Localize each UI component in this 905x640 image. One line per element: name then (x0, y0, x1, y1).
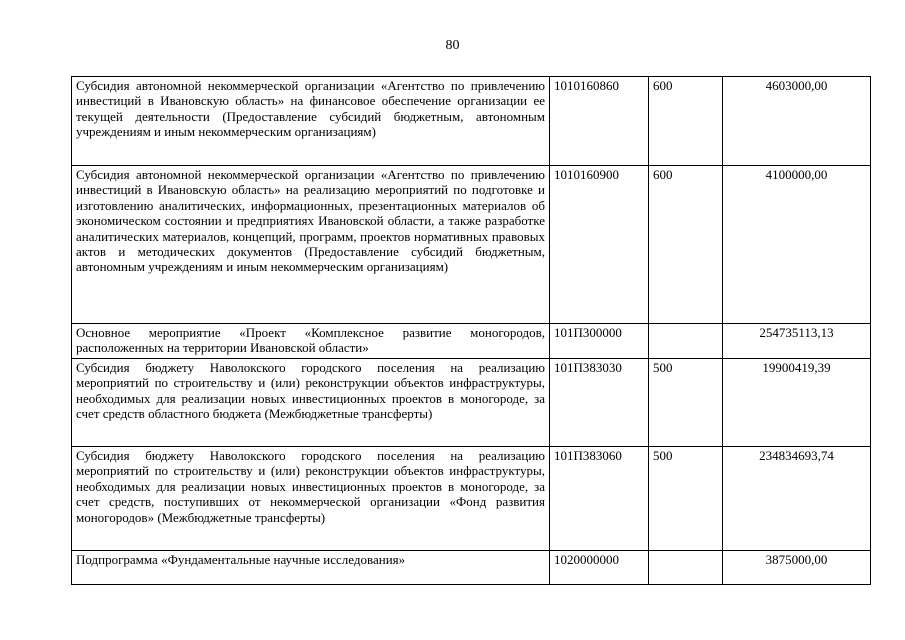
row-name: Субсидия бюджету Наволокского городского поселения на реализацию мероприятий по строительству и (или) реконструкции объектов инфраструктуры, необходимых для реализации новых инвестиционных проектов в моногороде, за счет средств, поступивших от некоммерческой организации «Фонд развития моногородов» (Межбюджетные трансферты) (72, 447, 550, 551)
row-type: 500 (649, 359, 723, 447)
row-amount: 19900419,39 (723, 359, 871, 447)
row-name: Основное мероприятие «Проект «Комплексное развитие моногородов, расположенных на территории Ивановской области» (72, 324, 550, 359)
row-amount: 4603000,00 (723, 77, 871, 166)
row-name: Подпрограмма «Фундаментальные научные исследования» (72, 551, 550, 585)
table-row (72, 324, 871, 359)
row-amount: 234834693,74 (723, 447, 871, 551)
row-code: 101П383060 (550, 447, 649, 551)
table-row (72, 359, 871, 447)
row-name: Субсидия автономной некоммерческой организации «Агентство по привлечению инвестиций в Ивановскую область» на реализацию мероприятий по подготовке и изготовлению аналитических, информационных, презентационных материалов об экономическом состоянии и предприятиях Ивановской области, а также разработке аналитических материалов, концепций, программ, проектов нормативных правовых актов и методических документов (Предоставление субсидий бюджетным, автономным учреждениям и иным некоммерческим организациям) (72, 166, 550, 324)
page-number: 80 (445, 38, 460, 53)
row-type: 500 (649, 447, 723, 551)
row-type: 600 (649, 166, 723, 324)
row-amount: 3875000,00 (723, 551, 871, 585)
table-row (72, 77, 871, 166)
row-code: 1010160860 (550, 77, 649, 166)
table-row (72, 447, 871, 551)
budget-table (71, 76, 871, 585)
row-amount: 4100000,00 (723, 166, 871, 324)
row-code: 1010160900 (550, 166, 649, 324)
row-code: 1020000000 (550, 551, 649, 585)
table-row (72, 551, 871, 585)
row-amount: 254735113,13 (723, 324, 871, 359)
table-row (72, 166, 871, 324)
row-type (649, 324, 723, 359)
row-type: 600 (649, 77, 723, 166)
row-code: 101П383030 (550, 359, 649, 447)
row-name: Субсидия бюджету Наволокского городского поселения на реализацию мероприятий по строительству и (или) реконструкции объектов инфраструктуры, необходимых для реализации новых инвестиционных проектов в моногороде, за счет средств областного бюджета (Межбюджетные трансферты) (72, 359, 550, 447)
row-name: Субсидия автономной некоммерческой организации «Агентство по привлечению инвестиций в Ивановскую область» на финансовое обеспечение организации ее текущей деятельности (Предоставление субсидий бюджетным, автономным учреждениям и иным некоммерческим организациям) (72, 77, 550, 166)
row-type (649, 551, 723, 585)
row-code: 101П300000 (550, 324, 649, 359)
